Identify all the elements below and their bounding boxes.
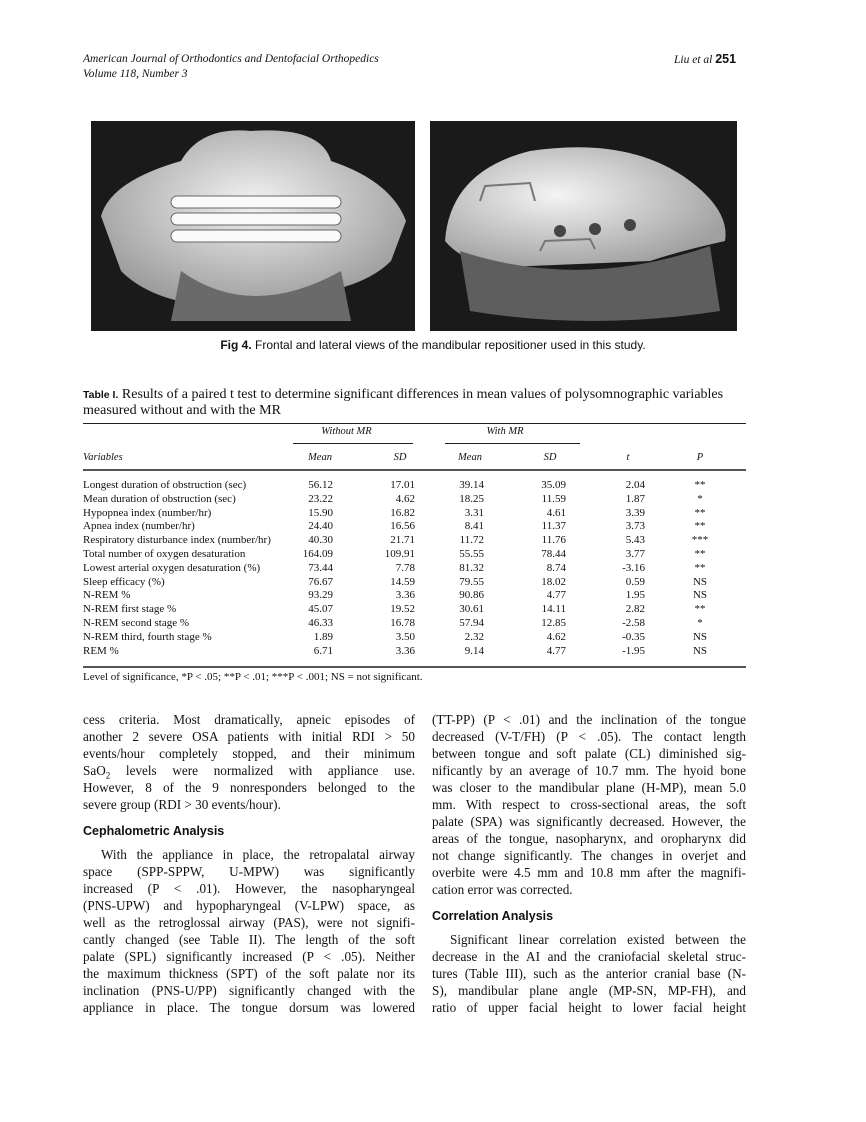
- volume-number: Volume 118, Number 3: [83, 68, 188, 80]
- text-line: palate (SPL) significantly increased (P < .05). Neither: [83, 949, 415, 964]
- table-cell: 2.82: [625, 603, 645, 616]
- table-cell: 14.11: [541, 603, 566, 616]
- table-cell: 55.55: [459, 548, 484, 560]
- variable-name: Lowest arterial oxygen desaturation (%): [83, 561, 261, 574]
- table-cell: 11.37: [541, 520, 566, 533]
- text-line: well as the retroglossal airway (PAS), were not signifi-: [83, 915, 415, 930]
- table-bottom-rule: [83, 666, 746, 668]
- table-cell: -0.35: [622, 630, 645, 643]
- table-cell: 16.78: [390, 617, 415, 629]
- text-line: (PNS-UPW) and hypopharyngeal (V-LPW) space, as: [83, 898, 415, 913]
- table-cell: 17.01: [390, 479, 415, 491]
- table-cell: 19.52: [390, 603, 415, 616]
- column-header: SD: [393, 452, 407, 463]
- text-line: increased (P < .01). However, the nasopharyngeal: [83, 881, 415, 896]
- table-cell: **: [694, 506, 706, 519]
- table-cell: 164.09: [302, 548, 333, 560]
- table-cell: 73.44: [308, 561, 333, 574]
- figure-caption: [0, 338, 866, 352]
- table-cell: 21.71: [390, 534, 415, 547]
- page-number: 251: [715, 52, 737, 66]
- text-line: mm. With respect to cross-sectional areas, the soft: [432, 797, 746, 812]
- table-cell: 3.36: [395, 589, 415, 602]
- table-cell: 3.50: [395, 630, 415, 643]
- text-line: not change significantly. The changes in overjet and: [432, 848, 746, 863]
- table-cell: 11.76: [541, 534, 566, 547]
- variable-name: N-REM second stage %: [83, 617, 190, 629]
- variable-name: Apnea index (number/hr): [83, 520, 195, 533]
- lateral-view-photo: [430, 121, 737, 331]
- table-cell: 7.78: [395, 561, 415, 574]
- table-cell: 16.82: [390, 506, 415, 519]
- variable-name: Longest duration of obstruction (sec): [83, 479, 247, 491]
- variable-name: Hypopnea index (number/hr): [83, 506, 212, 519]
- variable-name: N-REM third, fourth stage %: [83, 630, 212, 643]
- text-line: S), mandibular plane angle (MP-SN, MP-FH), and: [432, 983, 746, 998]
- table-cell: 3.73: [625, 520, 645, 533]
- table-cell: ***: [691, 534, 709, 547]
- variable-name: Total number of oxygen desaturation: [83, 548, 246, 560]
- table-cell: 14.59: [390, 575, 415, 588]
- table-cell: 8.41: [464, 520, 484, 533]
- group-rule-with: [445, 443, 580, 444]
- table-cell: 8.74: [546, 561, 566, 574]
- variable-name: N-REM %: [83, 589, 131, 602]
- table-cell: 16.56: [390, 520, 415, 533]
- table-cell: 1.87: [625, 492, 645, 505]
- table-cell: 4.62: [546, 630, 566, 643]
- text-line: ratio of upper facial height to lower facial height: [432, 1000, 746, 1015]
- variable-name: N-REM first stage %: [83, 603, 177, 616]
- text-line: overbite were 4.5 mm and 10.8 mm after the magnifi-: [432, 865, 746, 880]
- text-line: palate (SPA) was significantly decreased. However, the: [432, 814, 746, 829]
- table-cell: 1.89: [313, 630, 333, 643]
- text-line: decreased (V-T/FH) (P < .05). The contact length: [432, 729, 746, 744]
- table-cell: **: [694, 561, 706, 574]
- table-cell: 2.32: [464, 630, 484, 643]
- text-line: severe group (RDI > 30 events/hour).: [83, 797, 281, 812]
- figure-caption-text: Frontal and lateral views of the mandibular repositioner used in this study.: [255, 338, 646, 352]
- table-cell: 30.61: [459, 603, 484, 616]
- table-cell: 11.72: [459, 534, 484, 547]
- text-line: was closer to the mandibular plane (H-MP), mean 5.0: [432, 780, 746, 795]
- column-header: t: [626, 452, 630, 463]
- table-cell: 18.25: [459, 492, 484, 505]
- table-cell: *: [697, 617, 703, 629]
- table-label: Table I.: [83, 389, 119, 401]
- table-cell: 35.09: [541, 479, 566, 491]
- column-header: Mean: [458, 452, 482, 463]
- table-cell: 76.67: [308, 575, 333, 588]
- text-line: areas of the tongue, nasopharynx, and oropharynx did: [432, 831, 746, 846]
- table-footnote: Level of significance, *P < .05; **P < .01; ***P < .001; NS = not significant.: [83, 671, 423, 683]
- table-cell: -3.16: [622, 561, 645, 574]
- table-cell: 3.39: [625, 506, 645, 519]
- table-cell: 2.04: [625, 479, 645, 491]
- text-line: cess criteria. Most dramatically, apneic episodes of: [83, 712, 415, 727]
- table-cell: **: [694, 548, 706, 560]
- table-cell: **: [694, 479, 706, 491]
- text-line: Significant linear correlation existed between the: [450, 932, 746, 947]
- text-line: decrease in the AI and the craniofacial skeletal struc-: [432, 949, 746, 964]
- table-title: [83, 387, 743, 418]
- table-cell: 81.32: [459, 561, 484, 574]
- table-cell: 9.14: [464, 644, 484, 657]
- table-cell: 0.59: [625, 575, 645, 588]
- table-cell: 45.07: [308, 603, 333, 616]
- table-cell: 5.43: [625, 534, 645, 547]
- text-line: nificantly by an average of 10.7 mm. The hyoid bone: [432, 763, 746, 778]
- table-cell: NS: [692, 644, 708, 657]
- table-cell: 24.40: [308, 520, 333, 533]
- table-cell: *: [697, 492, 703, 505]
- table-cell: 4.77: [546, 589, 566, 602]
- table-title-text: Results of a paired t test to determine significant differences in mean values of polysomnographic variables measured without and with the MR: [83, 387, 724, 418]
- section-heading-cephalometric: Cephalometric Analysis: [83, 824, 225, 838]
- table-cell: NS: [692, 589, 708, 602]
- table-cell: NS: [692, 630, 708, 643]
- table-cell: 39.14: [459, 479, 484, 491]
- figure-label: Fig 4.: [220, 338, 252, 352]
- text-line: events/hour completely stopped, and their minimum: [83, 746, 415, 761]
- text-line: space (SPP-SPPW, U-MPW) was significantly: [83, 864, 415, 879]
- table-cell: 3.77: [625, 548, 645, 560]
- left-column: [83, 711, 415, 1016]
- variable-name: REM %: [83, 644, 119, 657]
- table-cell: 40.30: [308, 534, 333, 547]
- text-line: another 2 severe OSA patients with initial RDI > 50: [83, 729, 415, 744]
- table-cell: 4.62: [395, 492, 415, 505]
- text-line: the maximum thickness (SPT) of the soft palate nor its: [83, 966, 415, 981]
- text-line: appliance in place. The tongue dorsum was lowered: [83, 1000, 415, 1015]
- table-cell: 78.44: [541, 548, 566, 560]
- table-cell: **: [694, 603, 706, 616]
- text-line: cation error was corrected.: [432, 882, 573, 897]
- column-header: SD: [543, 452, 557, 463]
- column-header: P: [696, 452, 704, 463]
- table-cell: **: [694, 520, 706, 533]
- text-line: (TT-PP) (P < .01) and the inclination of the tongue: [432, 712, 746, 727]
- table-cell: NS: [692, 575, 708, 588]
- section-heading-correlation: Correlation Analysis: [432, 909, 554, 923]
- text-line: With the appliance in place, the retropalatal airway: [101, 847, 415, 862]
- table-cell: -2.58: [622, 617, 645, 629]
- table-cell: 23.22: [308, 492, 333, 505]
- variable-name: Mean duration of obstruction (sec): [83, 492, 236, 505]
- journal-name: American Journal of Orthodontics and Dentofacial Orthopedics: [83, 53, 379, 65]
- text-line: between tongue and soft palate (CL) diminished sig-: [432, 746, 746, 761]
- variable-name: Respiratory disturbance index (number/hr): [83, 534, 271, 547]
- table-cell: 4.77: [546, 644, 566, 657]
- right-column: [432, 711, 746, 1016]
- table-cell: 109.91: [384, 548, 415, 560]
- text-line: cantly changed (see Table II). The length of the soft: [83, 932, 415, 947]
- text-line: SaO$_2$ levels were normalized with appliance use.: [83, 763, 415, 781]
- table-cell: -1.95: [622, 644, 645, 657]
- table-cell: 56.12: [308, 479, 333, 491]
- table-cell: 57.94: [459, 617, 484, 629]
- header-rule: [83, 469, 746, 471]
- text-line: tures (Table III), such as the anterior cranial base (N-: [432, 966, 746, 981]
- group-header-without: Without MR: [321, 426, 372, 437]
- table-cell: 46.33: [308, 617, 333, 629]
- authors: Liu et al: [674, 54, 713, 66]
- table-cell: 15.90: [308, 506, 333, 519]
- table-cell: 11.59: [541, 492, 566, 505]
- table-cell: 93.29: [308, 589, 333, 602]
- table-cell: 4.61: [546, 506, 566, 519]
- author-header: [674, 52, 736, 68]
- table-cell: 3.31: [464, 506, 484, 519]
- table-cell: 6.71: [313, 644, 333, 657]
- group-header-with: With MR: [486, 426, 524, 437]
- text-line: inclination (PNS-U/PP) significantly changed with the: [83, 983, 415, 998]
- variable-name: Sleep efficacy (%): [83, 575, 165, 588]
- table-cell: 12.85: [541, 617, 566, 629]
- table-cell: 79.55: [459, 575, 484, 588]
- column-header: Mean: [308, 452, 332, 463]
- group-rule-without: [293, 443, 413, 444]
- table-top-rule: [83, 423, 746, 424]
- table-cell: 1.95: [625, 589, 645, 602]
- table-cell: 3.36: [395, 644, 415, 657]
- frontal-view-photo: [91, 121, 415, 331]
- table-cell: 90.86: [459, 589, 484, 602]
- text-line: However, 8 of the 9 nonresponders belonged to the: [83, 780, 415, 795]
- column-header: Variables: [83, 452, 123, 463]
- table-cell: 18.02: [541, 575, 566, 588]
